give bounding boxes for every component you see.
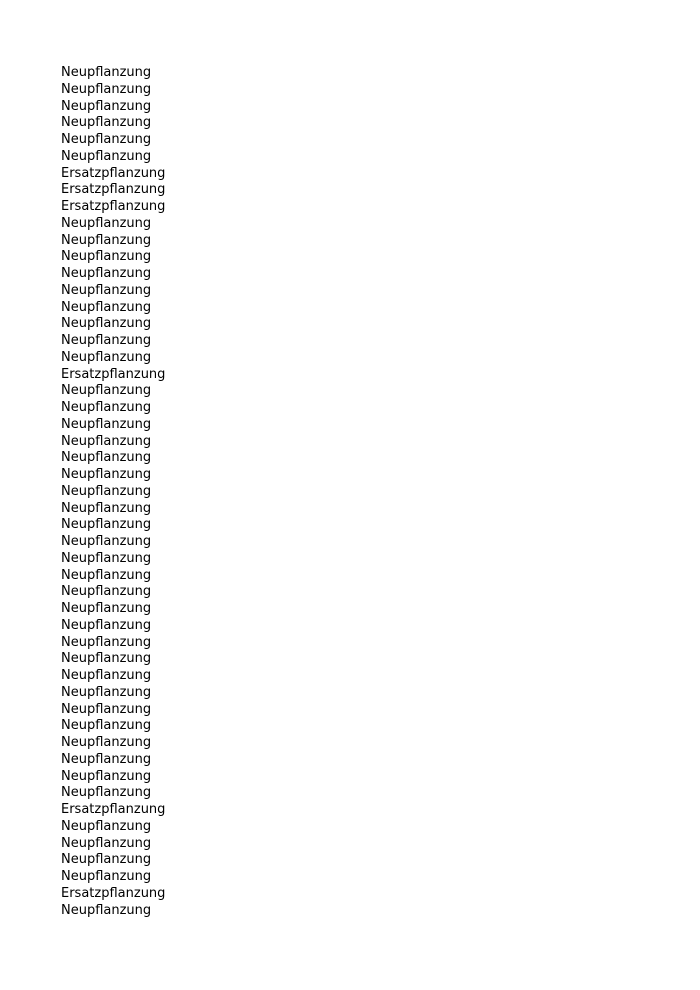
list-item: Neupflanzung xyxy=(61,98,152,114)
list-item: Neupflanzung xyxy=(61,668,152,683)
list-item: Neupflanzung xyxy=(61,550,152,566)
list-item: Neupflanzung xyxy=(61,651,152,667)
list-item: Ersatzpflanzung xyxy=(61,885,166,901)
list-item: Neupflanzung xyxy=(61,902,152,918)
list-item: Neupflanzung xyxy=(61,450,152,466)
list-item: Ersatzpflanzung xyxy=(61,366,166,382)
list-item: Neupflanzung xyxy=(61,500,152,516)
list-item: Neupflanzung xyxy=(61,333,152,348)
list-item: Neupflanzung xyxy=(61,132,152,147)
list-item: Neupflanzung xyxy=(61,718,152,734)
list-item: Neupflanzung xyxy=(61,584,152,600)
list-item: Ersatzpflanzung xyxy=(61,182,166,198)
list-item: Neupflanzung xyxy=(61,65,152,80)
list-item: Neupflanzung xyxy=(61,416,152,432)
list-item: Neupflanzung xyxy=(61,299,152,315)
list-item: Neupflanzung xyxy=(61,316,152,332)
list-item: Ersatzpflanzung xyxy=(61,199,166,214)
list-item: Neupflanzung xyxy=(61,383,152,399)
list-item: Neupflanzung xyxy=(61,215,152,231)
list-item: Neupflanzung xyxy=(61,232,152,248)
list-item: Neupflanzung xyxy=(61,349,152,365)
list-item: Ersatzpflanzung xyxy=(61,802,166,817)
list-item: Neupflanzung xyxy=(61,852,152,868)
list-item: Neupflanzung xyxy=(61,483,152,499)
list-item: Neupflanzung xyxy=(61,81,152,97)
list-item: Neupflanzung xyxy=(61,433,152,449)
list-item: Neupflanzung xyxy=(61,701,152,717)
list-item: Neupflanzung xyxy=(61,634,152,650)
list-item: Neupflanzung xyxy=(61,249,152,265)
list-item: Neupflanzung xyxy=(61,567,152,583)
list-item: Neupflanzung xyxy=(61,818,152,834)
planting-type-list xyxy=(61,65,165,919)
list-item: Neupflanzung xyxy=(61,400,152,415)
list-item: Neupflanzung xyxy=(61,601,152,616)
list-item: Neupflanzung xyxy=(61,534,152,549)
list-item: Ersatzpflanzung xyxy=(61,165,166,181)
list-item: Neupflanzung xyxy=(61,768,152,784)
list-item: Neupflanzung xyxy=(61,517,152,533)
list-item: Neupflanzung xyxy=(61,115,152,131)
list-item: Neupflanzung xyxy=(61,148,152,164)
list-item: Neupflanzung xyxy=(61,684,152,700)
list-item: Neupflanzung xyxy=(61,835,152,851)
list-item: Neupflanzung xyxy=(61,869,152,884)
list-item: Neupflanzung xyxy=(61,467,152,482)
list-item: Neupflanzung xyxy=(61,617,152,633)
list-item: Neupflanzung xyxy=(61,785,152,801)
list-item: Neupflanzung xyxy=(61,266,152,281)
list-item: Neupflanzung xyxy=(61,282,152,298)
list-item: Neupflanzung xyxy=(61,735,152,750)
list-item: Neupflanzung xyxy=(61,751,152,767)
